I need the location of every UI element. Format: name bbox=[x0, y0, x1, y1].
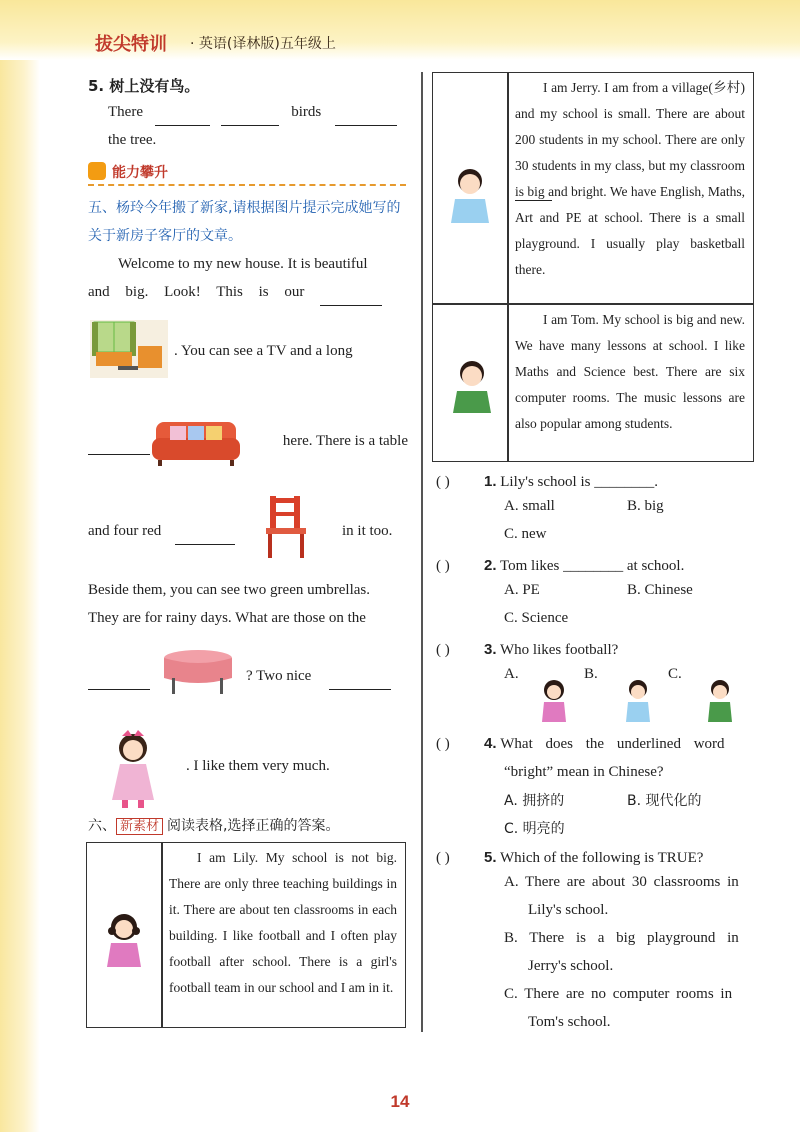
girl-option-icon bbox=[536, 676, 572, 724]
essay-line-8: ? Two nice bbox=[246, 662, 408, 690]
q4-option-c[interactable]: C. 明亮的 bbox=[504, 821, 565, 837]
q5-line1: There birds bbox=[108, 98, 408, 126]
essay-line-8-blank bbox=[88, 662, 150, 690]
series-logo: 拔尖特训 bbox=[95, 34, 167, 55]
jerry-text: I am Jerry. I am from a village(乡村) and my school is small. There are about 200 students in my school. There are only 30 students in my class, but my classroom is big and bright. We have English, Maths, Art and PE at school. There is a small playground. I usually play basketball there. bbox=[515, 80, 745, 277]
jerry-tom-table bbox=[432, 72, 754, 462]
q2-stem: 2. Tom likes ________ at school. bbox=[484, 557, 685, 574]
q2-option-b[interactable]: B. Chinese bbox=[627, 582, 693, 598]
jerry-option-icon bbox=[620, 676, 656, 724]
lily-avatar bbox=[101, 909, 147, 971]
q1-paren[interactable]: ( ) bbox=[436, 474, 450, 490]
q1-stem: 1. Lily's school is ________. bbox=[484, 473, 658, 490]
essay-line-1: Welcome to my new house. It is beautiful bbox=[118, 256, 368, 272]
new-material-tag: 新素材 bbox=[116, 818, 163, 835]
q2-option-c[interactable]: C. Science bbox=[504, 610, 569, 626]
sofa-picture bbox=[150, 414, 242, 470]
q5-title: 5. 树上没有鸟。 bbox=[88, 77, 200, 95]
q4-option-b[interactable]: B. 现代化的 bbox=[627, 793, 702, 809]
q5-option-c[interactable]: C. There are no computer rooms in bbox=[504, 986, 733, 1002]
q4-stem: 4. What does the underlined word bbox=[484, 735, 725, 752]
q3-option-a[interactable]: A. bbox=[504, 666, 519, 682]
q2-option-a[interactable]: A. PE bbox=[504, 582, 540, 598]
q3-option-c[interactable]: C. bbox=[668, 666, 682, 682]
q1-option-a[interactable]: A. small bbox=[504, 498, 555, 514]
section-header-ability: 能力攀升 bbox=[88, 160, 406, 186]
q2-paren[interactable]: ( ) bbox=[436, 558, 450, 574]
section6-instruction: 六、 新素材 阅读表格,选择正确的答案。 bbox=[88, 818, 340, 834]
q4-paren[interactable]: ( ) bbox=[436, 736, 450, 752]
book-subtitle: · 英语(译林版)五年级上 bbox=[190, 36, 336, 52]
essay-line-5: and four red bbox=[88, 517, 235, 545]
q1-option-b[interactable]: B. big bbox=[627, 498, 664, 514]
q5-option-b[interactable]: B. There is a big playground in bbox=[504, 930, 739, 946]
essay-line-5b: in it too. bbox=[342, 523, 393, 539]
q1-option-c[interactable]: C. new bbox=[504, 526, 547, 542]
section5-instruction: 五、杨玲今年搬了新家,请根据图片提示完成她写的关于新房子客厅的文章。 bbox=[88, 200, 401, 244]
table-picture bbox=[160, 648, 236, 696]
q5-option-c-cont: Tom's school. bbox=[528, 1014, 611, 1030]
living-room-picture bbox=[88, 318, 170, 380]
q3-paren[interactable]: ( ) bbox=[436, 642, 450, 658]
q5-option-a-cont: Lily's school. bbox=[528, 902, 609, 918]
tom-avatar bbox=[449, 355, 495, 415]
q3-stem: 3. Who likes football? bbox=[484, 641, 619, 658]
q5-option-a[interactable]: A. There are about 30 classrooms in bbox=[504, 874, 739, 890]
essay-line-4-blank bbox=[88, 427, 150, 455]
tom-option-icon bbox=[702, 676, 738, 724]
essay-line-7: They are for rainy days. What are those on the bbox=[88, 610, 366, 626]
essay-line-9: . I like them very much. bbox=[186, 758, 330, 774]
column-divider bbox=[421, 72, 423, 1032]
jerry-avatar bbox=[447, 163, 493, 225]
q3-option-b[interactable]: B. bbox=[584, 666, 598, 682]
essay-line-6: Beside them, you can see two green umbrellas. bbox=[88, 582, 370, 598]
chair-picture bbox=[262, 494, 314, 560]
lily-table bbox=[86, 842, 406, 1028]
essay-line-4: here. There is a table bbox=[282, 433, 408, 449]
essay-line-3: . You can see a TV and a long bbox=[174, 343, 353, 359]
book-spine bbox=[0, 0, 40, 1132]
q4-option-a[interactable]: A. 拥挤的 bbox=[504, 793, 565, 809]
q5-paren[interactable]: ( ) bbox=[436, 850, 450, 866]
q4-stem-2: “bright” mean in Chinese? bbox=[504, 764, 664, 780]
essay-line-2: and big. Look! This is our bbox=[88, 278, 408, 306]
q5-stem: 5. Which of the following is TRUE? bbox=[484, 849, 704, 866]
bright-underline bbox=[515, 200, 552, 201]
tom-text: I am Tom. My school is big and new. We have many lessons at school. I like Maths and Science best. There are six computer rooms. The music lessons are also popular among students. bbox=[515, 312, 745, 431]
q5-line2: the tree. bbox=[108, 132, 157, 148]
doll-picture bbox=[104, 726, 162, 810]
q5-option-b-cont: Jerry's school. bbox=[528, 958, 614, 974]
page-number: 14 bbox=[390, 1092, 410, 1111]
hand-icon bbox=[88, 162, 106, 180]
lily-text: I am Lily. My school is not big. There are only three teaching buildings in it. There are about ten classrooms in each building. I like football and I often play football after school. There is a girl's football team in our school and I am in it. bbox=[169, 850, 397, 995]
